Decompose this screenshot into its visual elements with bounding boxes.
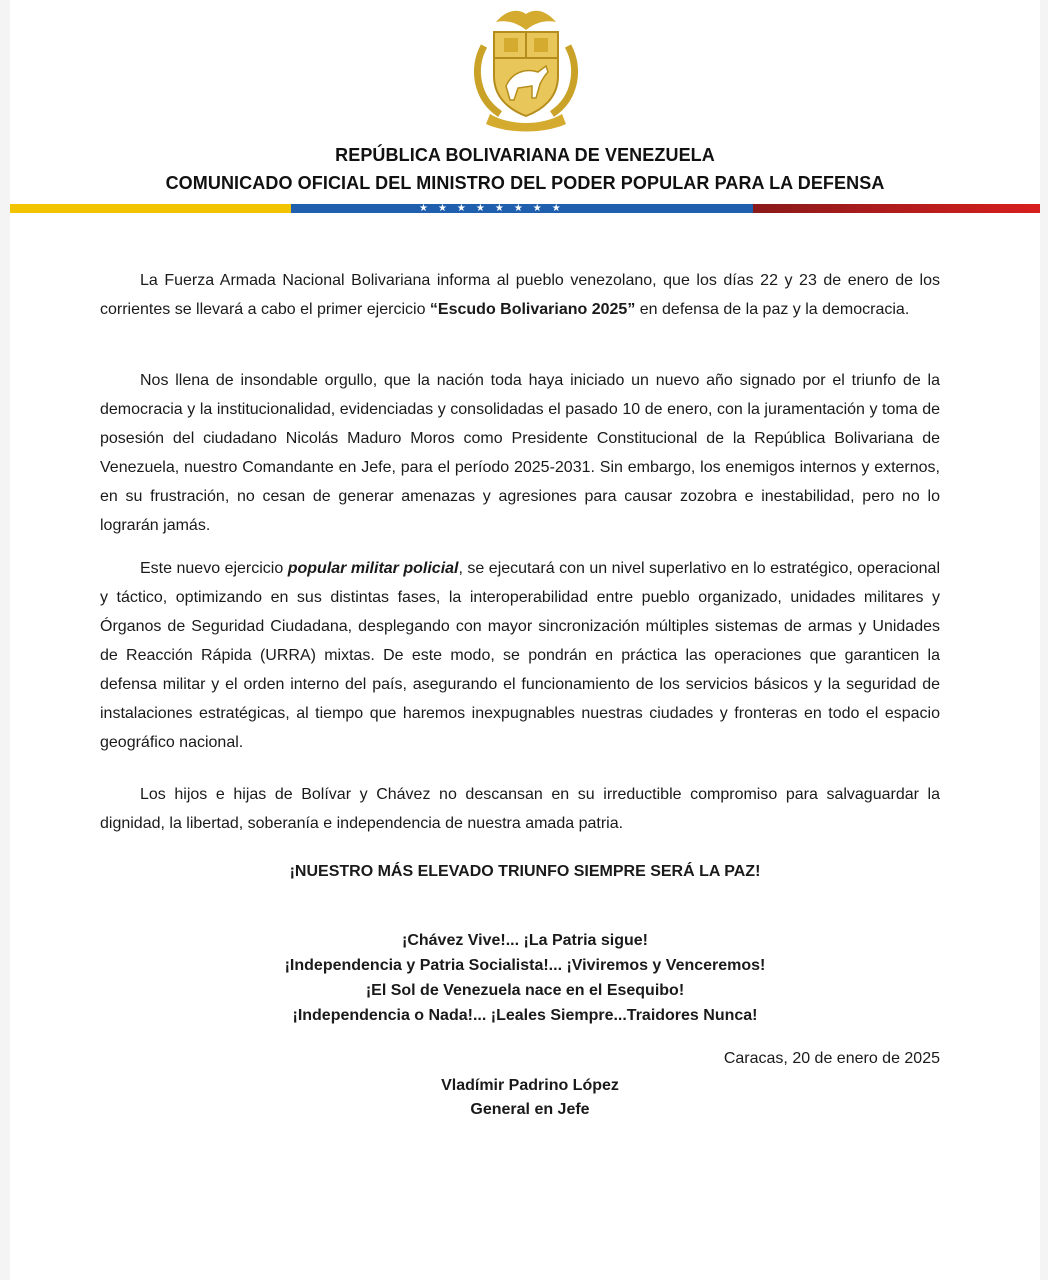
closing-line: ¡Independencia y Patria Socialista!... ¡Viviremos y Venceremos! xyxy=(284,957,766,974)
closing-line: ¡Chávez Vive!... ¡La Patria sigue! xyxy=(401,932,648,949)
paragraph-1-text-b: en defensa de la paz y la democracia. xyxy=(635,301,910,318)
header-title-communique: COMUNICADO OFICIAL DEL MINISTRO DEL PODER POPULAR PARA LA DEFENSA xyxy=(165,173,885,193)
paragraph-2: Nos llena de insondable orgullo, que la nación toda haya iniciado un nuevo año signado por el triunfo de la democracia y la institucionalidad, evidenciadas y consolidadas el pasado 10 de enero, con la juramentación y toma de posesión del ciudadano Nicolás Maduro Moros como Presidente Constitucional de la República Bolivariana de Venezuela, nuestro Comandante en Jefe, para el período 2025-2031. Sin embargo, los enemigos internos y externos, en su frustración, no cesan de generar amenazas y agresiones para causar zozobra e inestabilidad, pero no lo lograrán jamás. xyxy=(100,372,940,534)
band-stars: ★★★★★★★★ xyxy=(419,203,571,214)
paragraph-3 xyxy=(100,554,940,757)
closing-slogans xyxy=(10,928,1040,1028)
document-page xyxy=(10,0,1040,1280)
paragraph-4: Los hijos e hijas de Bolívar y Chávez no descansan en su irreductible compromiso para salvaguardar la dignidad, la libertad, soberanía e independencia de nuestra amada patria. xyxy=(100,786,940,832)
band-yellow xyxy=(10,204,291,213)
signatory-name: Vladímir Padrino López xyxy=(441,1077,619,1094)
slogan: ¡NUESTRO MÁS ELEVADO TRIUNFO SIEMPRE SERÁ LA PAZ! xyxy=(289,863,761,880)
flag-color-band xyxy=(10,204,1040,213)
exercise-type: popular militar policial xyxy=(287,560,459,577)
closing-line: ¡El Sol de Venezuela nace en el Esequibo! xyxy=(365,982,685,999)
band-blue xyxy=(291,204,753,213)
exercise-name: “Escudo Bolivariano 2025” xyxy=(429,301,636,318)
paragraph-3-text-b: , se ejecutará con un nivel superlativo en lo estratégico, operacional y táctico, optimizando en sus distintas fases, la interoperabilidad entre pueblo organizado, unidades militares y Órganos de Seguridad Ciudadana, desplegando con mayor sincronización múltiples sistemas de armas y Unidades de Reacción Rápida (URRA) mixtas. De este modo, se pondrán en práctica las operaciones que garanticen la defensa militar y el orden interno del país, asegurando el funcionamiento de los servicios básicos y la seguridad de instalaciones estratégicas, al tiempo que haremos inexpugnables nuestras ciudades y fronteras en todo el espacio geográfico nacional. xyxy=(100,560,940,751)
date-place: Caracas, 20 de enero de 2025 xyxy=(723,1050,940,1067)
header-title-republic: REPÚBLICA BOLIVARIANA DE VENEZUELA xyxy=(335,145,715,165)
venezuela-coat-of-arms-icon xyxy=(466,6,586,134)
paragraph-1 xyxy=(100,266,940,324)
paragraph-3-text-a: Este nuevo ejercicio xyxy=(140,560,288,577)
signatory-title: General en Jefe xyxy=(470,1101,590,1118)
band-red xyxy=(753,204,1040,213)
closing-line: ¡Independencia o Nada!... ¡Leales Siempre...Traidores Nunca! xyxy=(292,1007,758,1024)
paragraph-1-text-a: La Fuerza Armada Nacional Bolivariana informa al pueblo venezolano, que los días 22 y 23 de enero de los corrientes se llevará a cabo el primer ejercicio xyxy=(100,272,940,318)
